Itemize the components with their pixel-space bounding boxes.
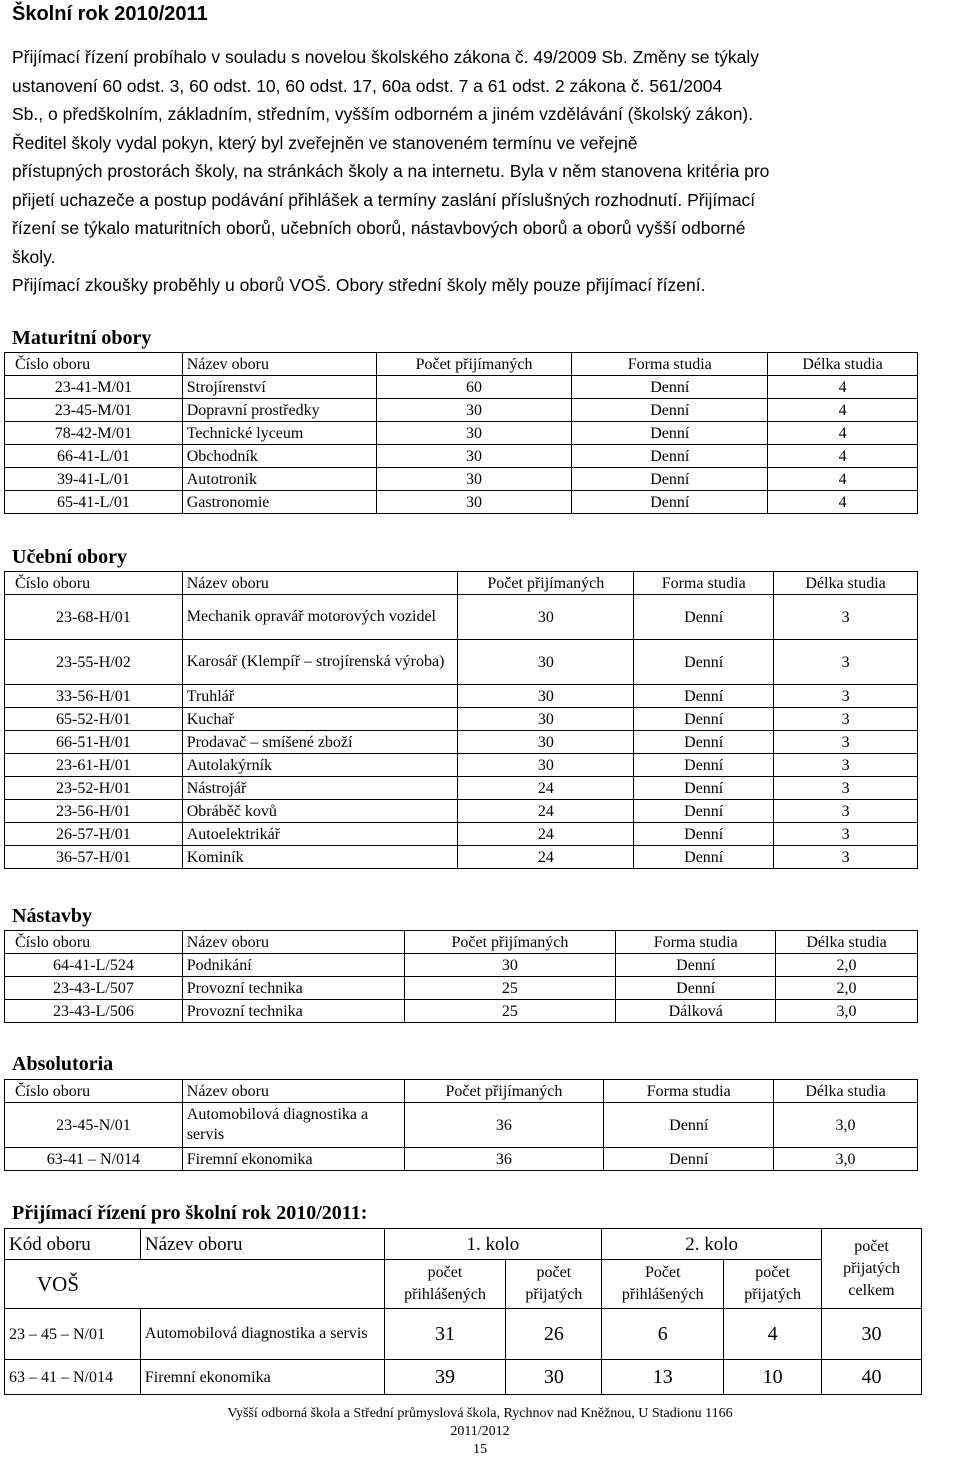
form-cell: Denní (616, 954, 776, 977)
form-cell: Denní (572, 445, 768, 468)
adm-header-total: počet přijatých celkem (822, 1229, 922, 1309)
count-cell: 30 (458, 731, 634, 754)
form-cell: Denní (634, 823, 774, 846)
column-header: Počet přijímaných (404, 1080, 604, 1103)
table-row (5, 422, 918, 445)
column-header: Počet přijímaných (404, 931, 616, 954)
table-absolutoria (4, 1079, 918, 1171)
count-cell: 30 (376, 422, 572, 445)
table-row (5, 1309, 922, 1360)
column-header: Počet přijímaných (458, 572, 634, 595)
table-row (5, 823, 918, 846)
table-row (5, 777, 918, 800)
column-header: Číslo oboru (5, 572, 183, 595)
table-row (5, 468, 918, 491)
name-cell: Truhlář (182, 685, 458, 708)
admitted-total-cell: 40 (822, 1360, 922, 1395)
table-maturitni (4, 352, 918, 514)
count-cell: 30 (376, 468, 572, 491)
length-cell: 3 (774, 823, 918, 846)
applied-round1-cell: 39 (384, 1360, 506, 1395)
name-cell: Firemní ekonomika (140, 1360, 384, 1395)
admitted-round2-cell: 4 (724, 1309, 822, 1360)
name-cell: Kuchař (182, 708, 458, 731)
name-cell: Technické lyceum (182, 422, 376, 445)
name-cell: Karosář (Klempíř – strojírenská výroba) (182, 640, 458, 685)
section-heading-ucebni: Učební obory (12, 546, 127, 568)
table-row (5, 445, 918, 468)
form-cell: Denní (572, 422, 768, 445)
code-cell: 23-52-H/01 (5, 777, 183, 800)
count-cell: 36 (404, 1103, 604, 1148)
intro-line: přijetí uchazeče a postup podávání přihlášek a termíny zaslání příslušných rozhodnutí. Přijímací (12, 189, 756, 210)
adm-header-prij2: počet přijatých (724, 1260, 822, 1309)
length-cell: 3,0 (774, 1103, 918, 1148)
table-row (5, 954, 918, 977)
count-cell: 30 (376, 399, 572, 422)
adm-header-kod: Kód oboru (5, 1229, 141, 1260)
column-header: Forma studia (634, 572, 774, 595)
length-cell: 4 (768, 445, 918, 468)
table-row (5, 1103, 918, 1148)
table-row (5, 399, 918, 422)
length-cell: 3 (774, 800, 918, 823)
length-cell: 4 (768, 491, 918, 514)
form-cell: Denní (616, 977, 776, 1000)
table-row (5, 595, 918, 640)
column-header: Počet přijímaných (376, 353, 572, 376)
name-cell: Provozní technika (182, 977, 404, 1000)
length-cell: 4 (768, 422, 918, 445)
form-cell: Denní (634, 708, 774, 731)
code-cell: 63-41 – N/014 (5, 1148, 183, 1171)
form-cell: Denní (634, 777, 774, 800)
length-cell: 3 (774, 685, 918, 708)
length-cell: 4 (768, 468, 918, 491)
count-cell: 25 (404, 1000, 616, 1023)
count-cell: 30 (458, 685, 634, 708)
form-cell: Denní (604, 1148, 774, 1171)
applied-round2-cell: 6 (602, 1309, 724, 1360)
name-cell: Firemní ekonomika (182, 1148, 404, 1171)
intro-paragraph (12, 43, 946, 300)
count-cell: 30 (376, 445, 572, 468)
count-cell: 30 (458, 754, 634, 777)
code-cell: 65-41-L/01 (5, 491, 183, 514)
count-cell: 24 (458, 777, 634, 800)
table-row (5, 1000, 918, 1023)
adm-header-kolo2: 2. kolo (602, 1229, 822, 1260)
table-header-row (5, 572, 918, 595)
length-cell: 2,0 (776, 954, 918, 977)
admitted-round1-cell: 26 (506, 1309, 602, 1360)
admitted-total-cell: 30 (822, 1309, 922, 1360)
form-cell: Denní (634, 595, 774, 640)
intro-line: řízení se týkalo maturitních oborů, učebních oborů, nástavbových oborů a oborů vyšší odborné (12, 218, 746, 238)
table-header-row (5, 353, 918, 376)
code-cell: 78-42-M/01 (5, 422, 183, 445)
code-cell: 23-45-M/01 (5, 399, 183, 422)
count-cell: 30 (458, 708, 634, 731)
adm-header-nazev: Název oboru (140, 1229, 384, 1260)
count-cell: 60 (376, 376, 572, 399)
code-cell: 23-43-L/506 (5, 1000, 183, 1023)
intro-line: Ředitel školy vydal pokyn, který byl zveřejněn ve stanoveném termínu ve veřejně (12, 132, 638, 153)
table-row (5, 754, 918, 777)
column-header: Délka studia (774, 1080, 918, 1103)
table-row (5, 708, 918, 731)
applied-round1-cell: 31 (384, 1309, 506, 1360)
code-cell: 63 – 41 – N/014 (5, 1360, 141, 1395)
name-cell: Mechanik opravář motorových vozidel (182, 595, 458, 640)
form-cell: Dálková (616, 1000, 776, 1023)
count-cell: 24 (458, 800, 634, 823)
table-row (5, 800, 918, 823)
code-cell: 33-56-H/01 (5, 685, 183, 708)
intro-line: Přijímací řízení probíhalo v souladu s novelou školského zákona č. 49/2009 Sb. Změny se týkaly (12, 47, 760, 67)
admitted-round2-cell: 10 (724, 1360, 822, 1395)
length-cell: 3 (774, 640, 918, 685)
intro-line: školy. (12, 246, 56, 267)
name-cell: Podnikání (182, 954, 404, 977)
table-ucebni (4, 571, 918, 869)
column-header: Číslo oboru (5, 1080, 183, 1103)
table-nastavby (4, 930, 918, 1023)
adm-header-prij1: počet přijatých (506, 1260, 602, 1309)
intro-line: ustanovení 60 odst. 3, 60 odst. 10, 60 odst. 17, 60a odst. 7 a 61 odst. 2 zákona č. 561/2004 (12, 75, 723, 96)
column-header: Forma studia (616, 931, 776, 954)
code-cell: 23-68-H/01 (5, 595, 183, 640)
count-cell: 30 (458, 640, 634, 685)
column-header: Délka studia (768, 353, 918, 376)
adm-header-vos: VOŠ (5, 1260, 385, 1309)
count-cell: 36 (404, 1148, 604, 1171)
name-cell: Autoelektrikář (182, 823, 458, 846)
length-cell: 3 (774, 708, 918, 731)
page-title: Školní rok 2010/2011 (12, 3, 208, 25)
column-header: Název oboru (182, 572, 458, 595)
section-heading-absolutoria: Absolutoria (12, 1053, 114, 1075)
table-row (5, 491, 918, 514)
admitted-round1-cell: 30 (506, 1360, 602, 1395)
table-row (5, 1360, 922, 1395)
page-number: 15 (473, 1442, 487, 1457)
form-cell: Denní (634, 640, 774, 685)
code-cell: 23 – 45 – N/01 (5, 1309, 141, 1360)
table-admission (4, 1228, 922, 1395)
length-cell: 3 (774, 731, 918, 754)
code-cell: 39-41-L/01 (5, 468, 183, 491)
code-cell: 65-52-H/01 (5, 708, 183, 731)
name-cell: Nástrojář (182, 777, 458, 800)
length-cell: 4 (768, 399, 918, 422)
code-cell: 36-57-H/01 (5, 846, 183, 869)
form-cell: Denní (572, 491, 768, 514)
column-header: Číslo oboru (5, 353, 183, 376)
name-cell: Obchodník (182, 445, 376, 468)
section-heading-maturitni: Maturitní obory (12, 327, 152, 349)
form-cell: Denní (572, 399, 768, 422)
code-cell: 66-41-L/01 (5, 445, 183, 468)
form-cell: Denní (572, 468, 768, 491)
section-heading-nastavby: Nástavby (12, 905, 93, 927)
count-cell: 30 (458, 595, 634, 640)
form-cell: Denní (634, 846, 774, 869)
code-cell: 64-41-L/524 (5, 954, 183, 977)
code-cell: 23-41-M/01 (5, 376, 183, 399)
code-cell: 23-55-H/02 (5, 640, 183, 685)
name-cell: Strojírenství (182, 376, 376, 399)
column-header: Forma studia (572, 353, 768, 376)
column-header: Název oboru (182, 931, 404, 954)
length-cell: 3 (774, 754, 918, 777)
adm-header-prihl1: počet přihlášených (384, 1260, 506, 1309)
length-cell: 3,0 (776, 1000, 918, 1023)
form-cell: Denní (604, 1103, 774, 1148)
intro-line: Přijímací zkoušky proběhly u oborů VOŠ. Obory střední školy měly pouze přijímací řízení. (12, 275, 706, 295)
length-cell: 2,0 (776, 977, 918, 1000)
column-header: Číslo oboru (5, 931, 183, 954)
intro-line: Sb., o předškolním, základním, středním, vyšším odborném a jiném vzdělávání (školský zákon). (12, 104, 754, 124)
code-cell: 23-43-L/507 (5, 977, 183, 1000)
column-header: Název oboru (182, 353, 376, 376)
table-header-row (5, 931, 918, 954)
table-row (5, 731, 918, 754)
name-cell: Autolakýrník (182, 754, 458, 777)
column-header: Forma studia (604, 1080, 774, 1103)
name-cell: Kominík (182, 846, 458, 869)
form-cell: Denní (634, 754, 774, 777)
code-cell: 26-57-H/01 (5, 823, 183, 846)
table-row (5, 1148, 918, 1171)
name-cell: Autotronik (182, 468, 376, 491)
column-header: Délka studia (774, 572, 918, 595)
length-cell: 3 (774, 777, 918, 800)
name-cell: Obráběč kovů (182, 800, 458, 823)
name-cell: Provozní technika (182, 1000, 404, 1023)
intro-line: přístupných prostorách školy, na stránkách školy a na internetu. Byla v něm stanovena kritéria pro (12, 161, 770, 181)
length-cell: 3 (774, 595, 918, 640)
footer (0, 1405, 960, 1459)
column-header: Délka studia (776, 931, 918, 954)
count-cell: 30 (376, 491, 572, 514)
count-cell: 24 (458, 823, 634, 846)
adm-header-prihl2: Počet přihlášených (602, 1260, 724, 1309)
code-cell: 23-61-H/01 (5, 754, 183, 777)
form-cell: Denní (572, 376, 768, 399)
applied-round2-cell: 13 (602, 1360, 724, 1395)
length-cell: 4 (768, 376, 918, 399)
form-cell: Denní (634, 685, 774, 708)
table-row (5, 846, 918, 869)
code-cell: 23-45-N/01 (5, 1103, 183, 1148)
footer-school: Vyšší odborná škola a Střední průmyslová škola, Rychnov nad Kněžnou, U Stadionu 1166 (227, 1406, 733, 1421)
code-cell: 23-56-H/01 (5, 800, 183, 823)
table-header-row (5, 1080, 918, 1103)
code-cell: 66-51-H/01 (5, 731, 183, 754)
section-heading-admission: Přijímací řízení pro školní rok 2010/2011: (12, 1202, 368, 1224)
count-cell: 24 (458, 846, 634, 869)
name-cell: Automobilová diagnostika a servis (140, 1309, 384, 1360)
count-cell: 25 (404, 977, 616, 1000)
table-row (5, 685, 918, 708)
table-row (5, 977, 918, 1000)
form-cell: Denní (634, 800, 774, 823)
length-cell: 3,0 (774, 1148, 918, 1171)
table-row (5, 376, 918, 399)
name-cell: Automobilová diagnostika a servis (182, 1103, 404, 1148)
name-cell: Prodavač – smíšené zboží (182, 731, 458, 754)
column-header: Název oboru (182, 1080, 404, 1103)
name-cell: Gastronomie (182, 491, 376, 514)
count-cell: 30 (404, 954, 616, 977)
table-row (5, 640, 918, 685)
footer-year: 2011/2012 (450, 1424, 510, 1439)
name-cell: Dopravní prostředky (182, 399, 376, 422)
adm-header-kolo1: 1. kolo (384, 1229, 602, 1260)
form-cell: Denní (634, 731, 774, 754)
length-cell: 3 (774, 846, 918, 869)
